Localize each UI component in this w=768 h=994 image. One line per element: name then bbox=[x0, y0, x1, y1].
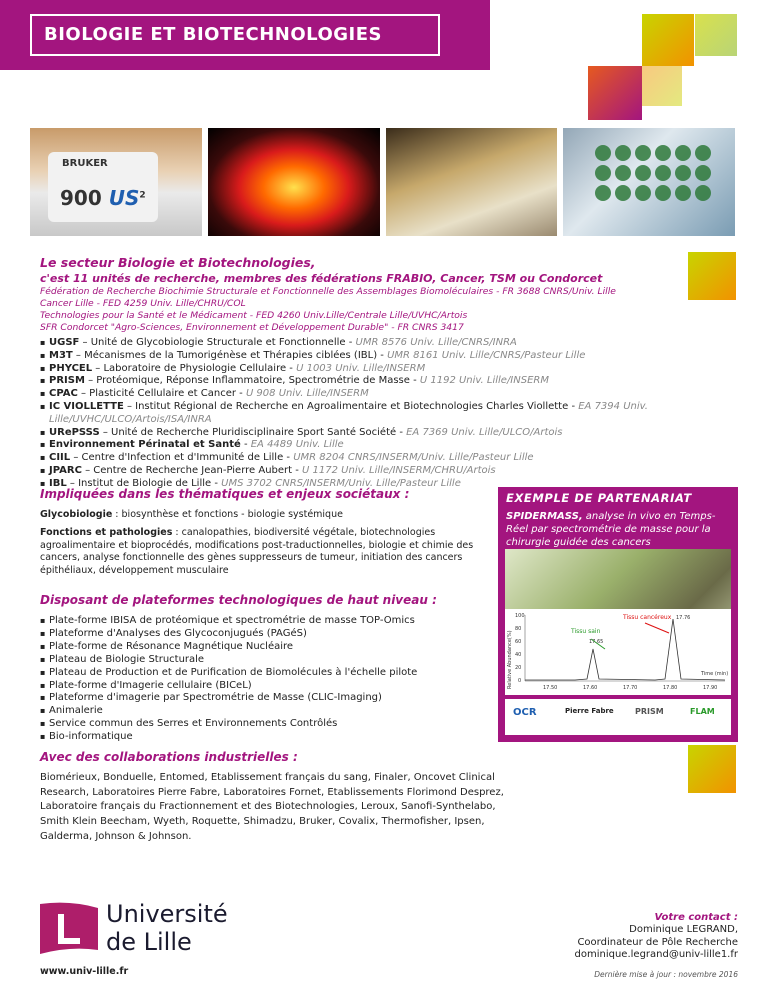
unit-ref: EA 4489 Univ. Lille bbox=[250, 439, 344, 451]
update-date: Dernière mise à jour : novembre 2016 bbox=[594, 970, 738, 979]
partner-heading: EXEMPLE DE PARTENARIAT bbox=[506, 491, 692, 505]
contact-role: Coordinateur de Pôle Recherche bbox=[577, 936, 738, 948]
unit-ref: UMR 8161 Univ. Lille/CNRS/Pasteur Lille bbox=[387, 349, 586, 361]
xtick: 17.60 bbox=[583, 685, 598, 691]
unit-item bbox=[40, 465, 745, 478]
themes-title: Impliquées dans les thématiques et enjeux sociétaux : bbox=[40, 487, 410, 501]
deco-square bbox=[688, 745, 736, 793]
chart-xlabel: Time (min) bbox=[701, 671, 729, 677]
unit-abbr: IC VIOLLETTE bbox=[49, 400, 124, 412]
federation-cancer: Cancer Lille - FED 4259 Univ. Lille/CHRU/COL bbox=[40, 298, 246, 309]
unit-name: – Plasticité Cellulaire et Cancer - bbox=[77, 388, 246, 400]
wells-graphic bbox=[563, 128, 735, 236]
sector-subtitle: c'est 11 unités de recherche, membres des fédérations FRABIO, Cancer, TSM ou Condorcet bbox=[40, 272, 603, 285]
unit-name: – Institut de Biologie de Lille - bbox=[66, 477, 222, 489]
unit-name: – Unité de Recherche Pluridisciplinaire Sport Santé Société - bbox=[99, 426, 407, 438]
deco-square bbox=[642, 66, 682, 106]
unit-abbr: JPARC bbox=[49, 464, 82, 476]
unit-abbr: URePSSS bbox=[49, 426, 100, 438]
banner-900: 900 bbox=[60, 186, 102, 210]
spectrum-svg bbox=[505, 609, 731, 695]
ytick: 100 bbox=[515, 613, 525, 619]
patho-text: : canalopathies, biodiversité végétale, biotechnologies agroalimentaire et bioprocédés, modifications post-traductionnelles, biologie et chimie des cancers, analyse fonctionnelle des gènes suppresseurs de tumeur, initiation des cancers épithéliaux, développement musculaire bbox=[40, 527, 474, 576]
unit-abbr: IBL bbox=[49, 477, 67, 489]
unit-abbr: PRISM bbox=[49, 375, 85, 387]
cancer-arrow bbox=[645, 623, 669, 633]
industry-text: Biomérieux, Bonduelle, Entomed, Etablissement français du sang, Finaler, Oncovet Clinical Research, Laboratoires Pierre Fabre, Laboratoires Fornet, Etablissements Florimond Desprez, Laboratoire français du Fractionnement et des Biotechnologies, Leroux, Sanofi-Synthelabo, Smith Klein Beecham, Wyeth, Roquette, Shimadzu, Bruker, Covalix, Thermofisher, Ipsen, Galderma, Johnson & Johnson. bbox=[40, 772, 504, 842]
partner-box bbox=[498, 487, 738, 742]
unit-item bbox=[40, 388, 745, 401]
deco-square bbox=[588, 66, 642, 120]
platform-item: ▪ Animalerie bbox=[40, 705, 490, 718]
univ-name-line1: Université bbox=[106, 900, 228, 928]
photo-spectrometer bbox=[30, 128, 202, 236]
site-link[interactable]: www.univ-lille.fr bbox=[40, 966, 129, 977]
unit-ref: U 1192 Univ. Lille/INSERM bbox=[419, 375, 549, 387]
contact-heading: Votre contact : bbox=[654, 912, 738, 923]
page-title: BIOLOGIE ET BIOTECHNOLOGIES bbox=[30, 14, 440, 56]
platform-item: ▪ Plateforme d'imagerie par Spectrométrie de Masse (CLIC-Imaging) bbox=[40, 692, 490, 705]
logo-prism: PRISM bbox=[635, 707, 664, 716]
ytick: 0 bbox=[518, 678, 522, 684]
deco-square bbox=[642, 14, 694, 66]
unit-abbr: CPAC bbox=[49, 388, 78, 400]
xtick: 17.80 bbox=[663, 685, 678, 691]
unit-item bbox=[40, 350, 745, 363]
industry-title: Avec des collaborations industrielles : bbox=[40, 750, 298, 764]
federation-frabio: Fédération de Recherche Biochimie Structurale et Fonctionnelle des Assemblages Biomoléculaires - FR 3688 CNRS/Univ. Lille bbox=[40, 286, 616, 297]
unit-ref: UMS 3702 CNRS/INSERM/Univ. Lille/Pasteur Lille bbox=[221, 477, 461, 489]
platform-item: ▪ Plate-forme IBISA de protéomique et spectrométrie de masse TOP-Omics bbox=[40, 615, 490, 628]
contact-name: Dominique LEGRAND, bbox=[629, 924, 738, 936]
patho-paragraph bbox=[40, 527, 495, 577]
photo-well-plate bbox=[563, 128, 735, 236]
platform-item: ▪ Bio-informatique bbox=[40, 731, 490, 744]
partner-logos bbox=[505, 699, 731, 735]
univ-name-line2: de Lille bbox=[106, 928, 192, 956]
peak2-label: 17.65 bbox=[589, 639, 604, 645]
contact-block bbox=[575, 912, 738, 961]
deco-square bbox=[695, 14, 737, 56]
partner-desc: analyse in vivo en Temps-Réel par spectrométrie de masse pour la chirurgie guidée des cancers bbox=[506, 511, 716, 548]
ytick: 80 bbox=[515, 626, 522, 632]
xtick: 17.50 bbox=[543, 685, 558, 691]
peak1-label: 17.76 bbox=[676, 615, 691, 621]
sector-title: Le secteur Biologie et Biotechnologies, bbox=[40, 255, 316, 270]
unit-name: - bbox=[240, 439, 251, 451]
spectrometer-plate bbox=[48, 152, 158, 222]
glyco-paragraph bbox=[40, 509, 495, 522]
unit-ref: UMR 8204 CNRS/INSERM/Univ. Lille/Pasteur Lille bbox=[293, 452, 534, 464]
unit-item bbox=[40, 363, 745, 376]
platform-item: ▪ Plate-forme d'Imagerie cellulaire (BICeL) bbox=[40, 680, 490, 693]
unit-ref: UMR 8576 Univ. Lille/CNRS/INRA bbox=[355, 337, 517, 348]
platform-item: ▪ Plateforme d'Analyses des Glycoconjugués (PAGéS) bbox=[40, 628, 490, 641]
unit-name: – Institut Régional de Recherche en Agroalimentaire et Biotechnologies Charles Viollette - bbox=[123, 400, 579, 412]
unit-ref: U 908 Univ. Lille/INSERM bbox=[245, 388, 369, 400]
glyco-label: Glycobiologie bbox=[40, 509, 113, 520]
unit-abbr: PHYCEL bbox=[49, 362, 93, 374]
xtick: 17.70 bbox=[623, 685, 638, 691]
platform-item: ▪ Plateau de Production et de Purification de Biomolécules à l'échelle pilote bbox=[40, 667, 490, 680]
label-sain: Tissu sain bbox=[571, 628, 601, 635]
unit-item bbox=[40, 375, 745, 388]
unit-name: – Unité de Glycobiologie Structurale et Fonctionnelle - bbox=[79, 337, 356, 348]
unit-ref: EA 7369 Univ. Lille/ULCO/Artois bbox=[406, 426, 563, 438]
xtick: 17.90 bbox=[703, 685, 718, 691]
unit-abbr: UGSF bbox=[49, 337, 80, 348]
glyco-text: : biosynthèse et fonctions - biologie systémique bbox=[112, 509, 343, 520]
chart-yticks bbox=[515, 613, 525, 684]
patho-label: Fonctions et pathologies bbox=[40, 527, 173, 538]
unit-item bbox=[40, 401, 745, 427]
unit-name: – Protéomique, Réponse Inflammatoire, Spectrométrie de Masse - bbox=[84, 375, 420, 387]
federation-condorcet: SFR Condorcet "Agro-Sciences, Environnement et Développement Durable" - FR CNRS 3417 bbox=[40, 322, 464, 333]
photo-strip bbox=[30, 128, 735, 236]
univ-lille-emblem bbox=[40, 900, 100, 958]
photo-cell-division bbox=[208, 128, 380, 236]
unit-abbr: CIIL bbox=[49, 452, 71, 464]
chart-xticks bbox=[543, 685, 717, 691]
platforms-list bbox=[40, 615, 490, 744]
units-list bbox=[40, 337, 745, 491]
unit-name: – Centre d'Infection et d'Immunité de Lille - bbox=[70, 452, 294, 464]
unit-item bbox=[40, 427, 745, 440]
platform-item: ▪ Plate-forme de Résonance Magnétique Nucléaire bbox=[40, 641, 490, 654]
photo-petri-dish bbox=[386, 128, 558, 236]
platforms-title: Disposant de plateformes technologiques de haut niveau : bbox=[40, 593, 437, 607]
unit-name: – Centre de Recherche Jean-Pierre Aubert - bbox=[81, 464, 303, 476]
partner-text bbox=[506, 510, 734, 549]
unit-ref: U 1172 Univ. Lille/INSERM/CHRU/Artois bbox=[302, 464, 496, 476]
platform-item: ▪ Service commun des Serres et Environnements Contrôlés bbox=[40, 718, 490, 731]
unit-ref: U 1003 Univ. Lille/INSERM bbox=[296, 362, 426, 374]
unit-ref: EA 7394 Univ. Lille/UVHC/ULCO/Artois/ISA/INRA bbox=[49, 400, 648, 425]
unit-abbr: M3T bbox=[49, 349, 73, 361]
unit-name: – Laboratoire de Physiologie Cellulaire - bbox=[92, 362, 297, 374]
unit-item bbox=[40, 452, 745, 465]
partner-name: SPIDERMASS, bbox=[506, 511, 583, 522]
platform-item: ▪ Plateau de Biologie Structurale bbox=[40, 654, 490, 667]
logo-flam: FLAM bbox=[690, 707, 715, 716]
unit-item bbox=[40, 439, 745, 452]
spectrum-line bbox=[525, 619, 725, 680]
brand-label: BRUKER bbox=[62, 158, 108, 169]
spectrum-chart bbox=[505, 609, 731, 695]
banner-us: US bbox=[108, 186, 140, 210]
unit-abbr: Environnement Périnatal et Santé bbox=[49, 439, 241, 451]
unit-name: – Mécanismes de la Tumorigénèse et Thérapies ciblées (IBL) - bbox=[72, 349, 388, 361]
banner-sup: 2 bbox=[139, 190, 146, 201]
ytick: 60 bbox=[515, 639, 522, 645]
logo-pierre-fabre: Pierre Fabre bbox=[565, 707, 614, 715]
contact-email[interactable]: dominique.legrand@univ-lille1.fr bbox=[574, 948, 738, 960]
label-cancer: Tissu cancéreux bbox=[623, 614, 672, 621]
chart-ylabel: Relative Abundance(%) bbox=[507, 630, 513, 689]
unit-item bbox=[40, 337, 745, 350]
ytick: 20 bbox=[515, 665, 522, 671]
ytick: 40 bbox=[515, 652, 522, 658]
logo-ocr: OCR bbox=[513, 707, 537, 718]
federation-tsm: Technologies pour la Santé et le Médicament - FED 4260 Univ.Lille/Centrale Lille/UVHC/Artois bbox=[40, 310, 468, 321]
